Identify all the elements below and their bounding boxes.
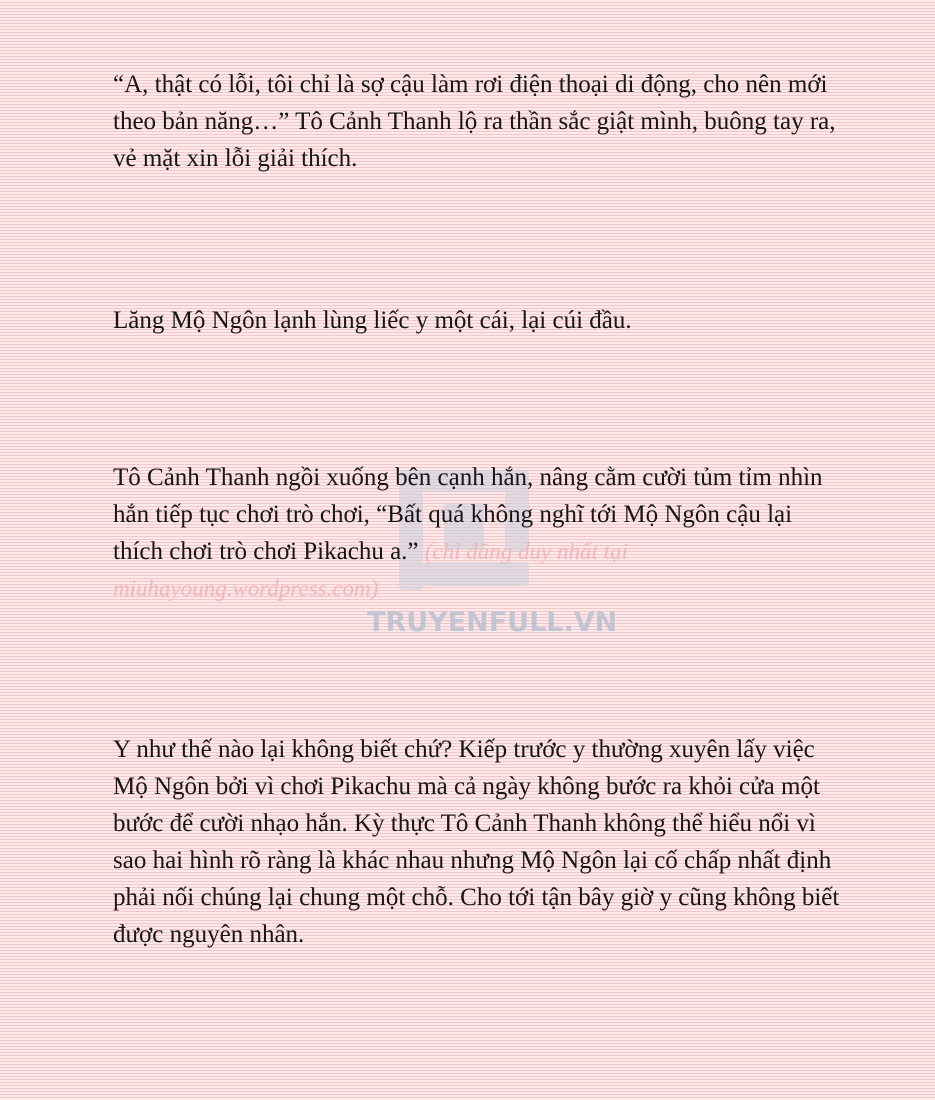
paragraph-4 <box>113 731 843 953</box>
paragraph-1-text: “A, thật có lỗi, tôi chỉ là sợ cậu làm rơi điện thoại di động, cho nên mới theo bản năng…” Tô Cảnh Thanh lộ ra thần sắc giật mình, buông tay ra, vẻ mặt xin lỗi giải thích. <box>113 71 836 172</box>
paragraph-3-text: Tô Cảnh Thanh ngồi xuống bên cạnh hắn, nâng cằm cười tủm tỉm nhìn hắn tiếp tục chơi trò chơi, “Bất quá không nghĩ tới Mộ Ngôn cậu lại thích chơi trò chơi Pikachu a.” <box>113 464 823 565</box>
watermark-text: TRUYENFULL.VN <box>367 607 618 638</box>
paragraph-4-text: Y như thế nào lại không biết chứ? Kiếp trước y thường xuyên lấy việc Mộ Ngôn bởi vì chơi Pikachu mà cả ngày không bước ra khỏi cửa một bước để cười nhạo hắn. Kỳ thực Tô Cảnh Thanh không thể hiểu nổi vì sao hai hình rõ ràng là khác nhau nhưng Mộ Ngôn lại cố chấp nhất định phải nối chúng lại chung một chỗ. Cho tới tận bây giờ y cũng không biết được nguyên nhân. <box>113 736 840 948</box>
source-credit: (chỉ đăng duy nhất tại miuhayoung.wordpress.com) <box>113 539 628 601</box>
paragraph-1 <box>113 66 843 177</box>
paragraph-2 <box>113 302 843 339</box>
paragraph-3 <box>113 459 843 607</box>
paragraph-2-text: Lăng Mộ Ngôn lạnh lùng liếc y một cái, lại cúi đầu. <box>113 307 632 334</box>
